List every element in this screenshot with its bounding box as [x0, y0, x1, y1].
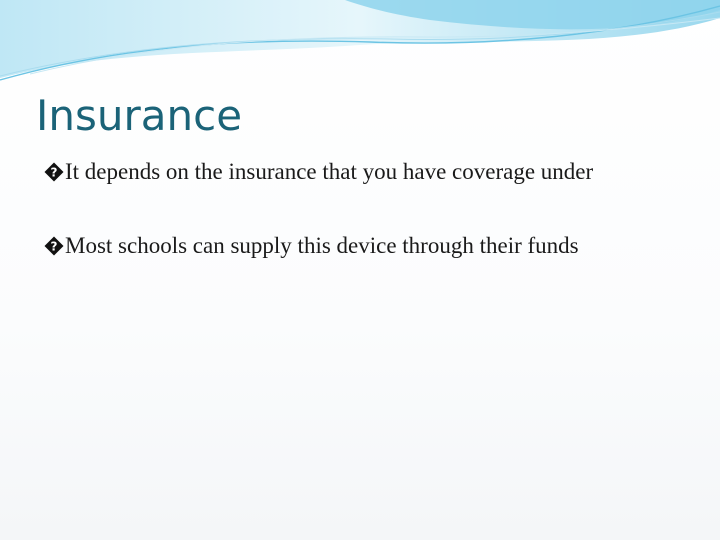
- bullet-list: [44, 156, 664, 304]
- header-wave-decoration: [0, 0, 720, 90]
- bullet-text: Most schools can supply this device through their funds: [65, 233, 579, 258]
- slide-title: Insurance: [36, 91, 243, 140]
- svg-text:?: ?: [50, 239, 58, 254]
- missing-glyph-icon: [44, 236, 64, 256]
- bullet-item: [44, 156, 664, 188]
- bullet-item: [44, 230, 664, 262]
- missing-glyph-icon: [44, 162, 64, 182]
- bullet-text: It depends on the insurance that you have coverage under: [65, 159, 594, 184]
- svg-text:?: ?: [50, 165, 58, 180]
